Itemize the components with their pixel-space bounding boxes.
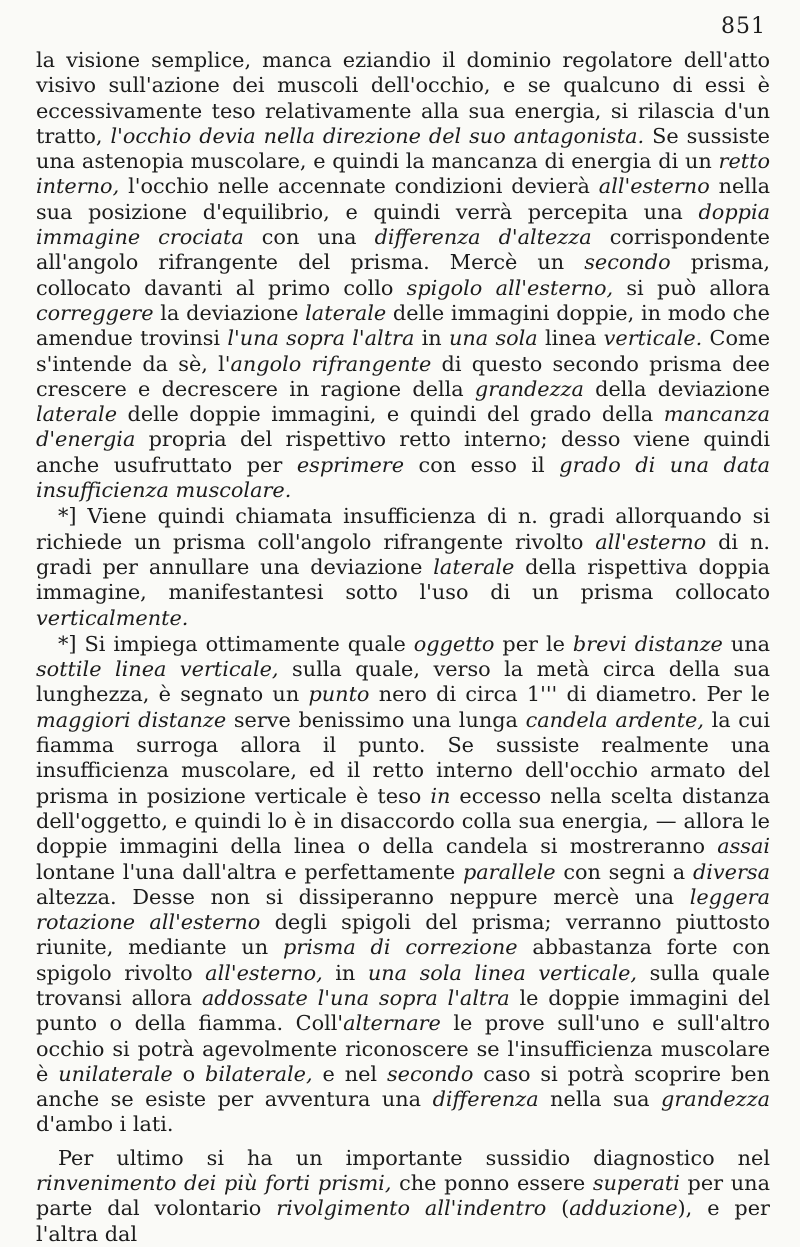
text-run: una (722, 631, 771, 656)
text-run: altezza. Desse non si dissiperanno neppure mercè una (36, 884, 690, 909)
text-run: con segni a (555, 859, 693, 884)
italic-run: superati (592, 1171, 680, 1196)
italic-run: all'esterno, (205, 960, 323, 985)
text-run: per le (494, 631, 573, 656)
italic-run: in (430, 783, 451, 808)
text-run: con una (243, 225, 375, 250)
text-run: ), e per l'altra dal (36, 1196, 770, 1246)
italic-run: doppia immagine crociata (36, 199, 770, 250)
text-run: prisma, collocato davanti al primo collo (36, 250, 771, 300)
italic-run: parallele (462, 859, 556, 884)
text-run: in (322, 960, 368, 985)
italic-run: bilaterale, (205, 1061, 313, 1086)
footnote-1 (36, 504, 770, 630)
text-run: sulla quale trovansi allora (36, 960, 770, 1010)
italic-run: una sola linea verticale, (367, 960, 638, 985)
text-run: eccesso nella scelta distanza dell'oggetto, e quindi lo è in disaccordo colla sua energia, — allora le doppie immagini della linea o della candela si mostreranno (36, 783, 770, 859)
text-run: propria del rispettivo retto interno; desso viene quindi anche usufruttato per (36, 427, 770, 477)
text-run: la visione semplice, manca eziandio il dominio regolatore dell'atto visivo sull'azione dei muscoli dell'occhio, e se qualcuno di essi è eccessivamente teso relativamente alla sua energia, si rilascia d'un tratto, (36, 48, 770, 148)
text-run: *] Si impiega ottimamente quale (58, 631, 414, 656)
italic-run: all'esterno (595, 529, 707, 554)
italic-run: una sola (448, 326, 538, 351)
italic-run: adduzione (569, 1196, 678, 1221)
italic-run: diversa (692, 859, 770, 884)
text-run: si può allora (613, 275, 770, 300)
italic-run: secondo (584, 250, 671, 275)
text-run: lontane l'una dall'altra e perfettamente (36, 859, 463, 884)
text-run: nella sua (538, 1087, 662, 1112)
italic-run: alternare (343, 1011, 441, 1036)
italic-run: l'una sopra l'altra (227, 326, 415, 351)
text-run: degli spigoli del prisma; verranno piuttosto riunite, mediante un (36, 910, 770, 960)
body-text (36, 48, 770, 1247)
italic-run: laterale (36, 402, 118, 427)
italic-run: verticalmente. (36, 605, 189, 630)
italic-run: rivolgimento all'indentro (276, 1196, 547, 1221)
italic-run: rinvenimento dei più forti prismi, (36, 1171, 392, 1196)
text-run: e nel (312, 1061, 387, 1086)
italic-run: brevi distanze (572, 631, 723, 656)
text-run: Come s'intende da sè, l' (36, 326, 770, 376)
italic-run: assai (717, 834, 770, 859)
italic-run: spigolo all'esterno, (406, 275, 614, 300)
text-run: abbastanza forte con spigolo rivolto (36, 935, 770, 985)
text-run: *] Viene quindi chiamata insufficienza di n. gradi allorquando si richiede un prisma coll'angolo rifrangente rivolto (36, 504, 770, 554)
italic-run: maggiori distanze (36, 707, 227, 732)
italic-run: grandezza (474, 376, 584, 401)
text-run: Per ultimo si ha un importante sussidio diagnostico nel (58, 1145, 770, 1170)
paragraph-closing (36, 1146, 770, 1247)
text-run: della rispettiva doppia immagine, manifestantesi sotto l'uso di un prisma collocato (36, 554, 770, 605)
text-run: serve benissimo una lunga (226, 707, 526, 732)
italic-run: punto (308, 682, 370, 707)
italic-run: angolo rifrangente (230, 351, 432, 376)
text-run: in (414, 326, 449, 351)
italic-run: differenza (432, 1087, 539, 1112)
text-run: caso si potrà scoprire ben anche se esiste per avventura una (36, 1061, 770, 1112)
italic-run: grado di una data insufficienza muscolare. (36, 452, 770, 503)
text-run: nero di circa 1''' di diametro. Per le (369, 682, 770, 707)
italic-run: addossate l'una sopra l'altra (201, 985, 510, 1010)
italic-run: prisma di correzione (283, 935, 518, 960)
italic-run: verticale. (603, 326, 703, 351)
text-run: sulla quale, verso la metà circa della sua lunghezza, è segnato un (36, 657, 770, 707)
italic-run: unilaterale (58, 1061, 173, 1086)
footnote-2 (36, 632, 770, 1138)
italic-run: differenza d'altezza (374, 225, 592, 250)
italic-run: laterale (433, 554, 515, 579)
text-run: delle immagini doppie, in modo che amendue trovinsi (36, 300, 770, 351)
italic-run: grandezza (661, 1087, 770, 1112)
italic-run: all'esterno (598, 174, 710, 199)
text-run: di n. gradi per annullare una deviazione (36, 529, 770, 579)
text-run: con esso il (404, 452, 560, 477)
italic-run: candela ardente, (525, 707, 704, 732)
italic-run: l'occhio devia nella direzione del suo antagonista. (110, 123, 645, 148)
text-run: della deviazione (583, 376, 770, 401)
text-run: ( (546, 1196, 570, 1221)
italic-run: esprimere (296, 452, 405, 477)
text-run: d'ambo i lati. (36, 1112, 174, 1137)
italic-run: leggera rotazione all'esterno (36, 884, 770, 935)
italic-run: laterale (305, 300, 387, 325)
text-run: le doppie immagini del punto o della fiamma. Coll' (36, 985, 770, 1036)
text-run: Se sussiste una astenopia muscolare, e quindi la mancanza di energia di un (36, 123, 770, 174)
italic-run: oggetto (413, 631, 495, 656)
italic-run: retto interno, (36, 149, 770, 199)
italic-run: mancanza d'energia (36, 402, 770, 452)
text-run: corrispondente all'angolo rifrangente del prisma. Mercè un (36, 225, 770, 275)
paragraph-main (36, 48, 770, 503)
text-run: delle doppie immagini, e quindi del grado della (117, 402, 664, 427)
italic-run: secondo (386, 1061, 474, 1086)
text-run: l'occhio nelle accennate condizioni devierà (119, 174, 599, 199)
italic-run: correggere (36, 300, 154, 325)
page-number: 851 (721, 14, 766, 39)
text-run: nella sua posizione d'equilibrio, e quindi verrà percepita una (36, 174, 771, 224)
text-run: la deviazione (153, 300, 306, 325)
italic-run: sottile linea verticale, (36, 657, 279, 682)
text-run: o (172, 1061, 206, 1086)
text-run: di questo secondo prisma dee crescere e decrescere in ragione della (36, 351, 770, 401)
text-run: la cui fiamma surroga allora il punto. Se sussiste realmente una insufficienza muscolare, ed il retto interno dell'occhio armato del prisma in posizione verticale è teso (36, 707, 770, 808)
text-run: che ponno essere (391, 1171, 593, 1196)
text-run: le prove sull'uno e sull'altro occhio si potrà agevolmente riconoscere se l'insufficienza muscolare è (36, 1011, 770, 1086)
text-run: per una parte dal volontario (36, 1171, 770, 1221)
text-run: linea (537, 326, 604, 351)
